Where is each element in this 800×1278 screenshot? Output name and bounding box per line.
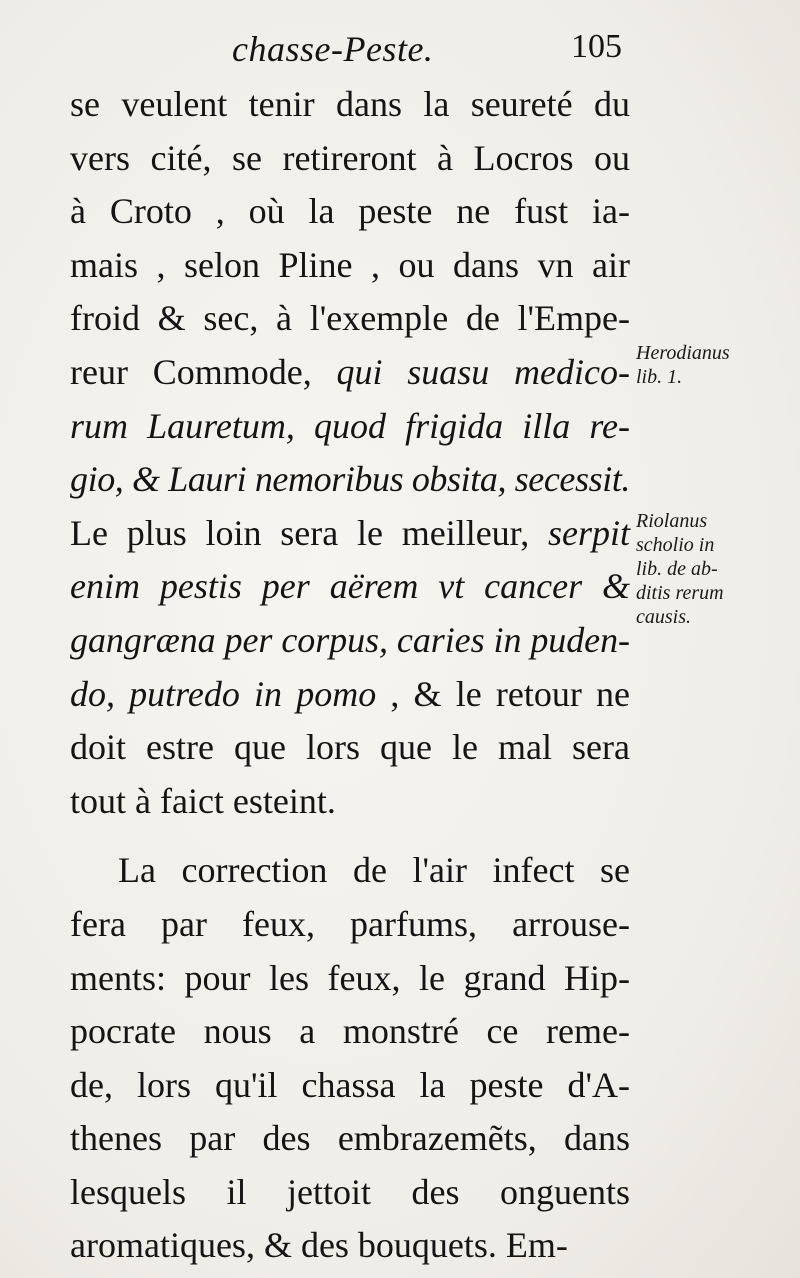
marginal-note-riolanus bbox=[636, 509, 724, 629]
marginal-note-line: Riolanus bbox=[636, 510, 708, 532]
italic-run: do, putredo in pomo bbox=[70, 673, 377, 714]
text-line: de, lors qu'il chassa la peste d'A- bbox=[70, 1064, 630, 1105]
text-line bbox=[70, 614, 630, 668]
roman-run: , & le retour ne bbox=[376, 673, 630, 714]
text-line: fera par feux, parfums, arrouse- bbox=[70, 903, 630, 944]
roman-run: vers cité, se retireront à Locros ou bbox=[70, 137, 630, 178]
text-line bbox=[70, 453, 630, 507]
text-line bbox=[70, 78, 630, 132]
marginal-note-line: Herodianus bbox=[636, 342, 730, 364]
text-line: aromatiques, & des bouquets. Em- bbox=[70, 1225, 568, 1266]
text-line bbox=[70, 668, 630, 722]
marginal-note-line: scholio in bbox=[636, 534, 715, 556]
marginal-note-line: ditis rerum bbox=[636, 582, 724, 604]
text-line: pocrate nous a monstré ce reme- bbox=[70, 1011, 630, 1052]
text-line bbox=[70, 132, 630, 186]
text-line bbox=[70, 292, 630, 346]
italic-run: gangræna per corpus, caries in puden- bbox=[70, 619, 630, 660]
text-line: thenes par des embrazemẽts, dans bbox=[70, 1118, 630, 1159]
running-head: chasse-Peste. bbox=[232, 29, 434, 69]
paragraph-2 bbox=[70, 844, 630, 1273]
text-line bbox=[70, 239, 630, 293]
roman-run: doit estre que lors que le mal sera bbox=[70, 727, 630, 768]
marginal-note-herodianus bbox=[636, 341, 730, 389]
text-line: ments: pour les feux, le grand Hip- bbox=[70, 957, 630, 998]
roman-run: Le plus loin sera le meilleur, bbox=[70, 512, 548, 553]
marginal-note-line: causis. bbox=[636, 606, 691, 628]
text-line bbox=[70, 346, 630, 400]
italic-run: serpit bbox=[547, 512, 630, 553]
roman-run: à Croto , où la peste ne fust ia- bbox=[70, 191, 630, 232]
italic-run: rum Lauretum, quod frigida illa re- bbox=[70, 405, 630, 446]
roman-run: se veulent tenir dans la seureté du bbox=[70, 84, 630, 124]
main-text bbox=[70, 78, 630, 1273]
text-line bbox=[70, 775, 630, 829]
text-line: La correction de l'air infect se bbox=[118, 850, 630, 891]
marginal-note-line: lib. 1. bbox=[636, 366, 683, 388]
marginal-note-line: lib. de ab- bbox=[636, 558, 718, 580]
roman-run: froid & sec, à l'exemple de l'Empe- bbox=[70, 298, 630, 339]
text-line bbox=[70, 721, 630, 775]
text-line: lesquels il jettoit des onguents bbox=[70, 1171, 630, 1212]
text-line bbox=[70, 560, 630, 614]
text-line bbox=[70, 507, 630, 561]
roman-run: tout à faict esteint. bbox=[70, 780, 336, 821]
roman-run: reur Commode, bbox=[70, 351, 337, 392]
italic-run: qui suasu medico- bbox=[336, 351, 631, 392]
italic-run: enim pestis per aërem vt cancer & bbox=[70, 566, 630, 607]
page-number: 105 bbox=[571, 28, 622, 65]
roman-run: mais , selon Pline , ou dans vn air bbox=[70, 244, 630, 285]
text-line bbox=[70, 185, 630, 239]
text-line bbox=[70, 400, 630, 454]
italic-run: gio, & Lauri nemoribus obsita, secessit. bbox=[70, 459, 631, 500]
paragraph-1 bbox=[70, 78, 630, 828]
